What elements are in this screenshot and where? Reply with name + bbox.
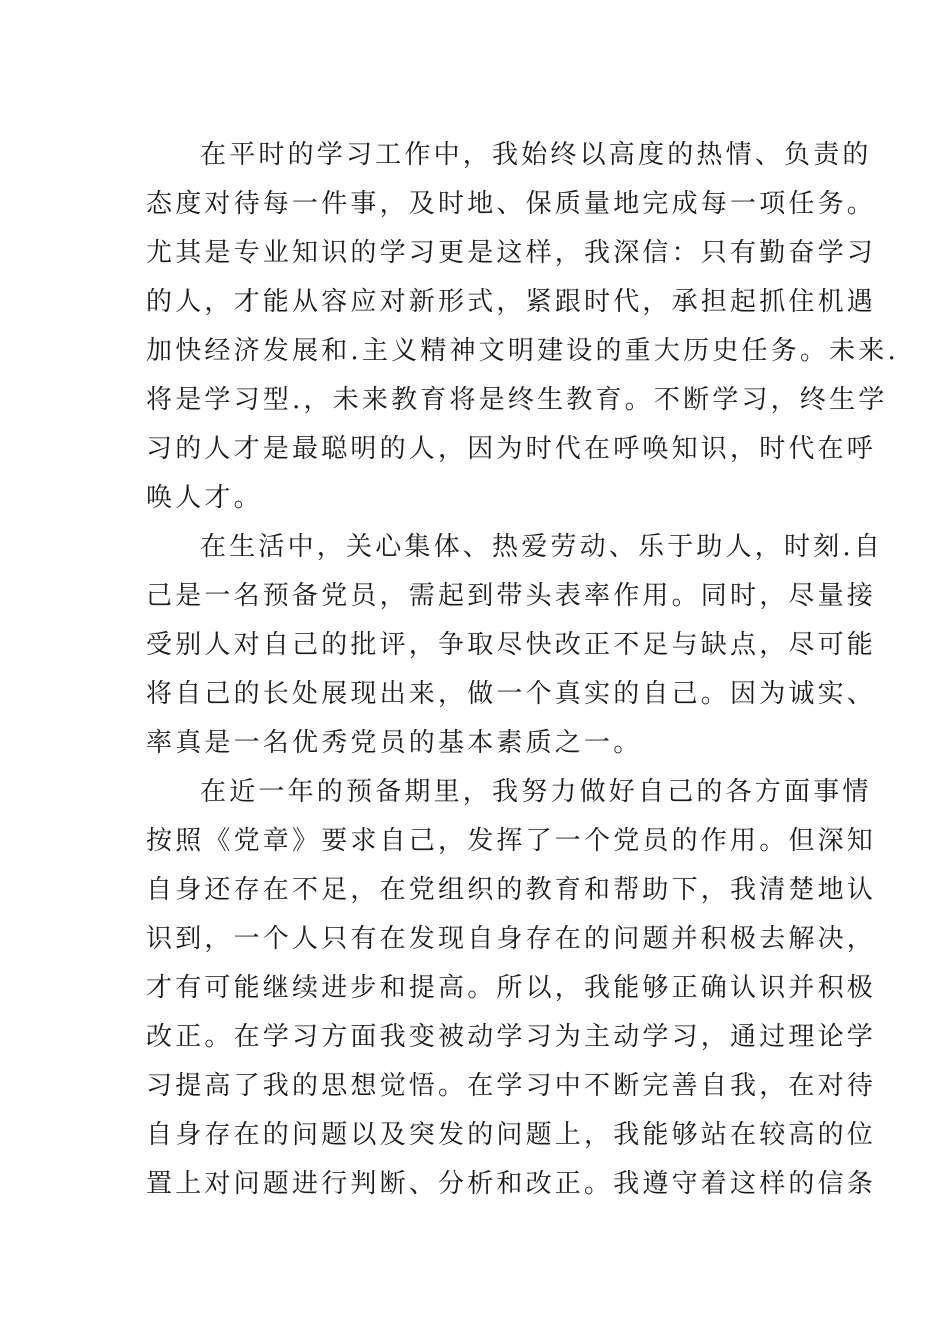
text-line: 习的人才是最聪明的人，因为时代在呼唤知识，时代在呼 xyxy=(146,434,877,464)
text-line: 自身存在的问题以及突发的问题上，我能够站在较高的位 xyxy=(146,1120,877,1150)
paragraph-2 xyxy=(146,523,884,768)
text-line: 己是一名预备党员，需起到带头表率作用。同时，尽量接 xyxy=(146,581,877,611)
text-line: 改正。在学习方面我变被动学习为主动学习，通过理论学 xyxy=(146,1022,877,1052)
text-line: 唤人才。 xyxy=(146,483,263,513)
text-line: 态度对待每一件事，及时地、保质量地完成每一项任务。 xyxy=(146,189,877,219)
text-line: 按照《党章》要求自己，发挥了一个党员的作用。但深知 xyxy=(146,826,877,856)
text-line: 习提高了我的思想觉悟。在学习中不断完善自我，在对待 xyxy=(146,1071,877,1101)
text-line: 尤其是专业知识的学习更是这样，我深信：只有勤奋学习 xyxy=(146,238,877,268)
text-line: 才有可能继续进步和提高。所以，我能够正确认识并积极 xyxy=(146,973,877,1003)
text-line: 在生活中，关心集体、热爱劳动、乐于助人，时刻.自 xyxy=(200,532,884,562)
text-line: 将是学习型.，未来教育将是终生教育。不断学习，终生学 xyxy=(146,385,888,415)
text-line: 加快经济发展和.主义精神文明建设的重大历史任务。未来. xyxy=(146,336,899,366)
text-line: 将自己的长处展现出来，做一个真实的自己。因为诚实、 xyxy=(146,679,877,709)
text-line: 自身还存在不足，在党组织的教育和帮助下，我清楚地认 xyxy=(146,875,877,905)
text-line: 在平时的学习工作中，我始终以高度的热情、负责的 xyxy=(200,140,872,170)
paragraph-3 xyxy=(146,768,877,1209)
text-line: 受别人对自己的批评，争取尽快改正不足与缺点，尽可能 xyxy=(146,630,877,660)
text-line: 置上对问题进行判断、分析和改正。我遵守着这样的信条 xyxy=(146,1169,877,1199)
text-line: 识到，一个人只有在发现自身存在的问题并积极去解决， xyxy=(146,924,877,954)
text-line: 在近一年的预备期里，我努力做好自己的各方面事情 xyxy=(200,777,872,807)
text-line: 率真是一名优秀党员的基本素质之一。 xyxy=(146,728,643,758)
text-line: 的人，才能从容应对新形式，紧跟时代，承担起抓住机遇 xyxy=(146,287,877,317)
document-body xyxy=(146,131,899,1209)
paragraph-1 xyxy=(146,131,899,523)
